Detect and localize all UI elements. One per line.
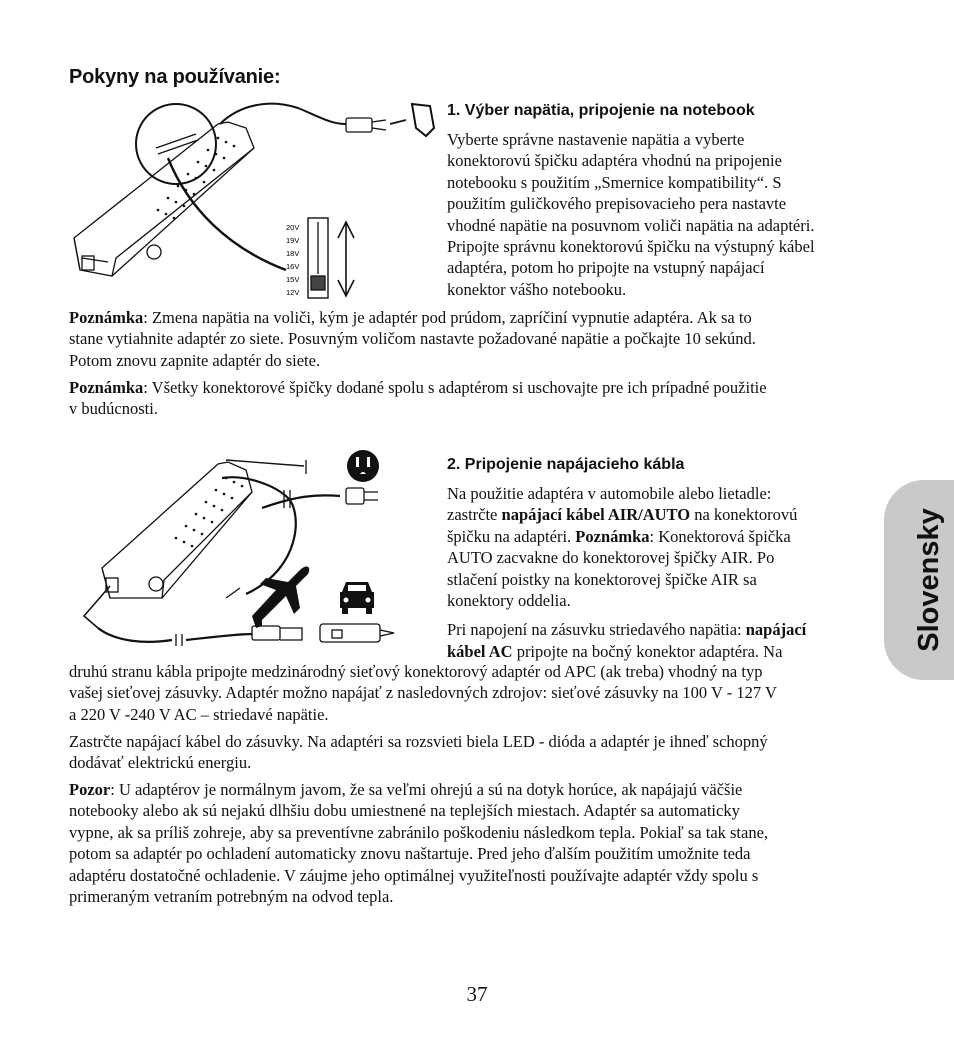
text-line: notebooku s použitím „Smernice kompatibility“. S (447, 172, 782, 192)
text-line: adaptéru dostatočné ochladenie. V záujme jeho optimálnej využiteľnosti používajte adaptér vždy spolu s (69, 865, 759, 885)
text-line: AUTO zacvakne do konektorovej špičky AIR. Po (447, 548, 775, 568)
text-line: Potom znovu zapnite adaptér do siete. (69, 350, 321, 370)
section1-body (447, 129, 877, 300)
text-run: na konektorovú (690, 505, 798, 525)
text-run: Pri napojení na zásuvku striedavého napätia: (447, 620, 746, 640)
text-line: adaptéra, potom ho pripojte na vstupný napájací (447, 258, 765, 278)
text-line: : Všetky konektorové špičky dodané spolu s adaptérom si uschovajte pre ich prípadné použitie (143, 378, 767, 397)
language-label: Slovensky (913, 508, 946, 652)
voltage-label-15v: 15V (286, 275, 300, 284)
text-line: konektor vášho notebooku. (447, 279, 627, 299)
text-line: použitím guličkového prepisovacieho pera nastavte (447, 194, 787, 214)
text-run: pripojte na bočný konektor adaptéra. Na (512, 641, 783, 661)
voltage-label-20v: 20V (286, 223, 300, 232)
text-line: Na použitie adaptéra v automobile alebo lietadle: (447, 484, 772, 503)
text-line: vhodné napätie na posuvnom voliči napätia na adaptéri. (447, 215, 815, 235)
bold-run: Poznámka (575, 526, 650, 546)
power-cable-figure (76, 448, 406, 652)
text-line: vašej sieťovej zásuvky. Adaptér možno napájať z nasledovných zdrojov: sieťové zásuvky na 100 V - 127 V (69, 683, 777, 703)
bold-run: napájací kábel AIR/AUTO (501, 505, 691, 525)
text-line: notebooky alebo ak sú nejakú dlhšiu dobu umiestnené na teplejších miestach. Adaptér sa automaticky (69, 801, 740, 821)
voltage-label-16v: 16V (286, 262, 300, 271)
section2-body (447, 483, 877, 662)
airplane-icon (252, 567, 309, 628)
section1-heading: 1. Výber napätia, pripojenie na notebook (447, 102, 755, 119)
text-line: a 220 V -240 V AC – striedavé napätie. (69, 704, 329, 724)
page-number: 37 (466, 982, 488, 1006)
ac-outlet-icon (347, 450, 379, 482)
language-side-tab (884, 480, 954, 680)
text-line: konektorovú špičku adaptéra vhodnú na pripojenie (447, 151, 782, 171)
magnifier-circle (136, 104, 216, 184)
text-line: : Zmena napätia na voliči, kým je adaptér pod prúdom, zapríčiní vypnutie adaptéra. Ak sa to (143, 308, 752, 327)
plug-paragraph (69, 731, 884, 774)
text-line: potom sa adaptér po ochladení automaticky znovu naštartuje. Pred jeho ďalším použitím umožnite teda (69, 844, 751, 864)
page-title: Pokyny na používanie: (69, 66, 281, 88)
note-label: Poznámka (69, 378, 144, 397)
section2-wide-text (69, 661, 884, 725)
text-line: : U adaptérov je normálnym javom, že sa veľmi ohrejú a sú na dotyk horúce, ak napájajú väčšie (110, 780, 743, 799)
note2-paragraph (69, 377, 884, 420)
text-run: : Konektorová špička (649, 526, 791, 546)
voltage-label-12v: 12V (286, 288, 300, 297)
bold-run: napájací (745, 620, 807, 640)
text-line: stane vytiahnite adaptér zo siete. Posuvným voličom nastavte požadované napätie a počkajte 10 sekúnd. (69, 329, 756, 349)
bold-run: kábel AC (447, 641, 513, 661)
text-line: konektory oddelia. (447, 591, 571, 611)
text-run: špičku na adaptéri. (447, 526, 576, 546)
voltage-label-18v: 18V (286, 249, 300, 258)
text-line: primeraným vetraním potrebným na odvod tepla. (69, 887, 394, 907)
text-line: dodávať elektrickú energiu. (69, 753, 252, 773)
text-line: druhú stranu kábla pripojte medzinárodný sieťový konektorový adaptér od APC (ak treba) vhodný na typ (69, 662, 763, 681)
text-line: Zastrčte napájací kábel do zásuvky. Na adaptéri sa rozsvieti biela LED - dióda a adaptér je ihneď schopný (69, 732, 768, 751)
caution-paragraph (69, 779, 884, 907)
text-run: zastrčte (447, 505, 502, 525)
caution-label: Pozor (69, 780, 111, 799)
section2-heading: 2. Pripojenie napájacieho kábla (447, 456, 685, 473)
text-line: v budúcnosti. (69, 399, 158, 419)
text-line: vypne, ak sa príliš zohreje, aby sa preventívne zabránilo poškodeniu následkom tepla. Pokiaľ sa tak stane, (69, 822, 769, 842)
adapter-voltage-figure (68, 98, 440, 304)
text-line: Vyberte správne nastavenie napätia a vyberte (447, 130, 745, 149)
adapter-body-outline (102, 462, 252, 598)
note-label: Poznámka (69, 308, 144, 327)
text-line: stlačení poistky na konektorovej špičke AIR sa (447, 569, 757, 589)
voltage-label-19v: 19V (286, 236, 300, 245)
note1-paragraph (69, 307, 884, 371)
text-line: Pripojte správnu konektorovú špičku na výstupný kábel (447, 237, 815, 257)
